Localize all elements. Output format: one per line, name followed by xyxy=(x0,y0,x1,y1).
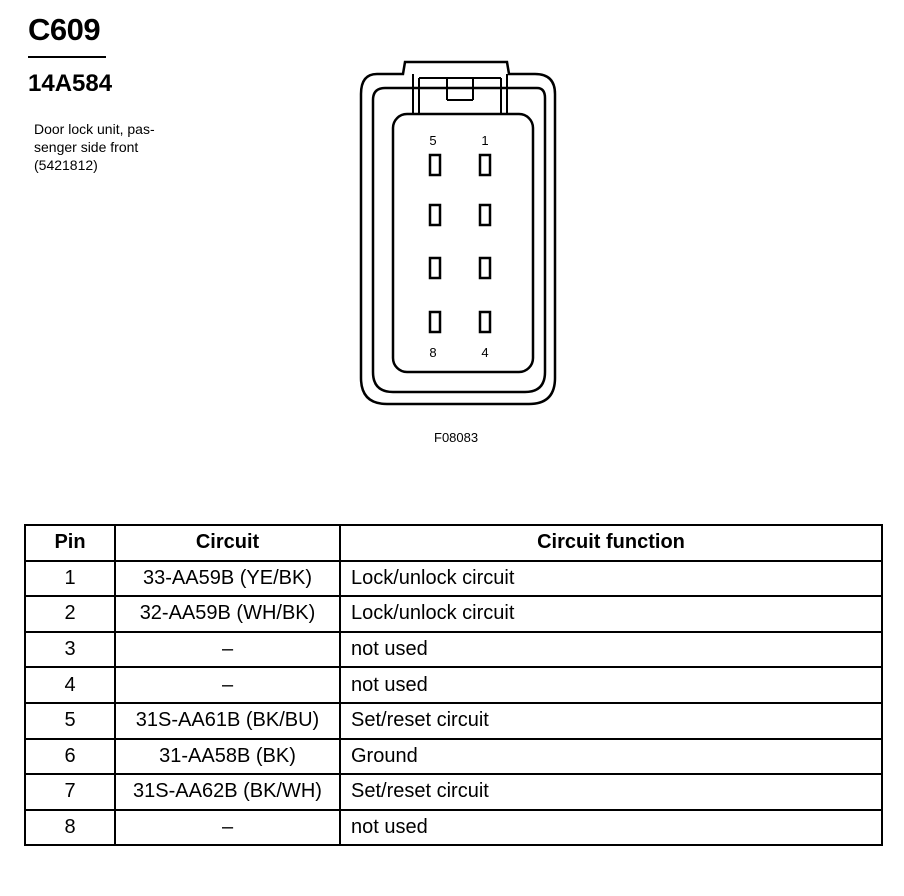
circuit-cell: 31-AA58B (BK) xyxy=(115,739,340,775)
connector-id: C609 xyxy=(28,12,101,47)
pin-label-8: 8 xyxy=(429,345,437,360)
connector-inner-housing xyxy=(373,88,545,392)
circuit-cell: – xyxy=(115,667,340,703)
function-cell: Set/reset circuit xyxy=(340,774,882,810)
pin-terminal xyxy=(480,312,490,332)
pin-terminal xyxy=(480,155,490,175)
pin-terminals xyxy=(430,155,490,332)
title-underline xyxy=(28,56,106,58)
circuit-cell: 33-AA59B (YE/BK) xyxy=(115,561,340,597)
latch-detail xyxy=(413,74,507,114)
table-row xyxy=(25,561,882,597)
circuit-cell: – xyxy=(115,810,340,846)
pin-cell: 5 xyxy=(25,703,115,739)
connector-description xyxy=(34,120,204,174)
table-header-row xyxy=(25,525,882,561)
table-row xyxy=(25,774,882,810)
header-circuit: Circuit xyxy=(115,525,340,561)
table-row xyxy=(25,632,882,668)
figure-code: F08083 xyxy=(434,430,479,445)
function-cell: not used xyxy=(340,810,882,846)
pinout-table xyxy=(24,524,883,846)
pin-terminal xyxy=(430,155,440,175)
function-cell: not used xyxy=(340,632,882,668)
pin-cell: 7 xyxy=(25,774,115,810)
pin-terminal xyxy=(430,205,440,225)
pin-cell: 2 xyxy=(25,596,115,632)
pin-field-outline xyxy=(393,114,533,372)
table-row xyxy=(25,667,882,703)
function-cell: Lock/unlock circuit xyxy=(340,596,882,632)
circuit-cell: 32-AA59B (WH/BK) xyxy=(115,596,340,632)
part-number: 14A584 xyxy=(28,70,113,97)
function-cell: Ground xyxy=(340,739,882,775)
pin-terminal xyxy=(480,258,490,278)
pin-terminal xyxy=(430,312,440,332)
description-line: Door lock unit, pas- xyxy=(34,121,155,137)
table-row xyxy=(25,810,882,846)
pin-label-4: 4 xyxy=(481,345,489,360)
pin-terminal xyxy=(480,205,490,225)
pin-cell: 6 xyxy=(25,739,115,775)
header-circuit-function: Circuit function xyxy=(340,525,882,561)
pin-cell: 8 xyxy=(25,810,115,846)
function-cell: Lock/unlock circuit xyxy=(340,561,882,597)
circuit-cell: 31S-AA61B (BK/BU) xyxy=(115,703,340,739)
pin-cell: 1 xyxy=(25,561,115,597)
header-pin: Pin xyxy=(25,525,115,561)
pin-cell: 3 xyxy=(25,632,115,668)
circuit-cell: – xyxy=(115,632,340,668)
table-row xyxy=(25,739,882,775)
pin-label-5: 5 xyxy=(429,133,437,148)
circuit-cell: 31S-AA62B (BK/WH) xyxy=(115,774,340,810)
function-cell: Set/reset circuit xyxy=(340,703,882,739)
table-row xyxy=(25,596,882,632)
pin-cell: 4 xyxy=(25,667,115,703)
description-line: (5421812) xyxy=(34,157,98,173)
pin-label-1: 1 xyxy=(481,133,489,148)
description-line: senger side front xyxy=(34,139,139,155)
table-row xyxy=(25,703,882,739)
pin-terminal xyxy=(430,258,440,278)
function-cell: not used xyxy=(340,667,882,703)
connector-face-diagram xyxy=(355,60,571,416)
